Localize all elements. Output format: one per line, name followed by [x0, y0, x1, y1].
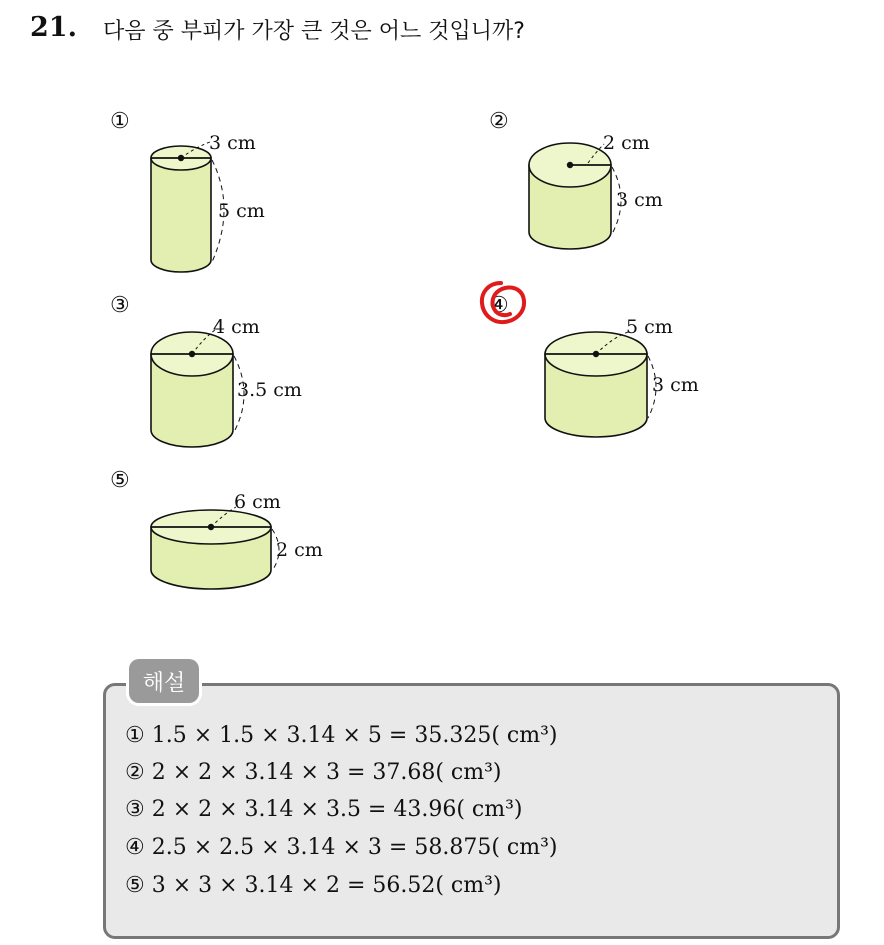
option-marker: ⑤	[110, 468, 130, 493]
radius-label: 3 cm	[209, 132, 256, 154]
option-marker: ③	[110, 293, 130, 318]
option-marker: ②	[489, 109, 509, 134]
explanation-tag: 해설	[129, 659, 199, 703]
solution-line: ① 1.5 × 1.5 × 3.14 × 5 = 35.325( cm³)	[125, 723, 558, 748]
radius-label: 2 cm	[603, 132, 650, 154]
question-text: 다음 중 부피가 가장 큰 것은 어느 것입니까?	[103, 19, 525, 44]
radius-label: 5 cm	[626, 316, 673, 338]
radius-label: 4 cm	[213, 316, 260, 338]
option-3[interactable]	[110, 293, 302, 447]
solution-line: ⑤ 3 × 3 × 3.14 × 2 = 56.52( cm³)	[125, 873, 502, 898]
solution-line: ③ 2 × 2 × 3.14 × 3.5 = 43.96( cm³)	[125, 797, 523, 822]
option-2[interactable]	[489, 109, 663, 249]
question-number: 21.	[30, 12, 77, 43]
solution-line: ④ 2.5 × 2.5 × 3.14 × 3 = 58.875( cm³)	[125, 835, 558, 860]
height-label: 3 cm	[652, 374, 699, 396]
solution-line: ② 2 × 2 × 3.14 × 3 = 37.68( cm³)	[125, 760, 502, 785]
option-5[interactable]	[110, 468, 323, 589]
height-label: 2 cm	[276, 539, 323, 561]
radius-label: 6 cm	[234, 491, 281, 513]
height-label: 5 cm	[218, 200, 265, 222]
cylinder-body	[151, 158, 211, 272]
option-marker: ④	[489, 293, 509, 318]
option-4[interactable]	[482, 283, 699, 437]
option-1[interactable]	[110, 109, 265, 272]
height-label: 3 cm	[616, 189, 663, 211]
height-label: 3.5 cm	[237, 379, 302, 401]
option-marker: ①	[110, 109, 130, 134]
